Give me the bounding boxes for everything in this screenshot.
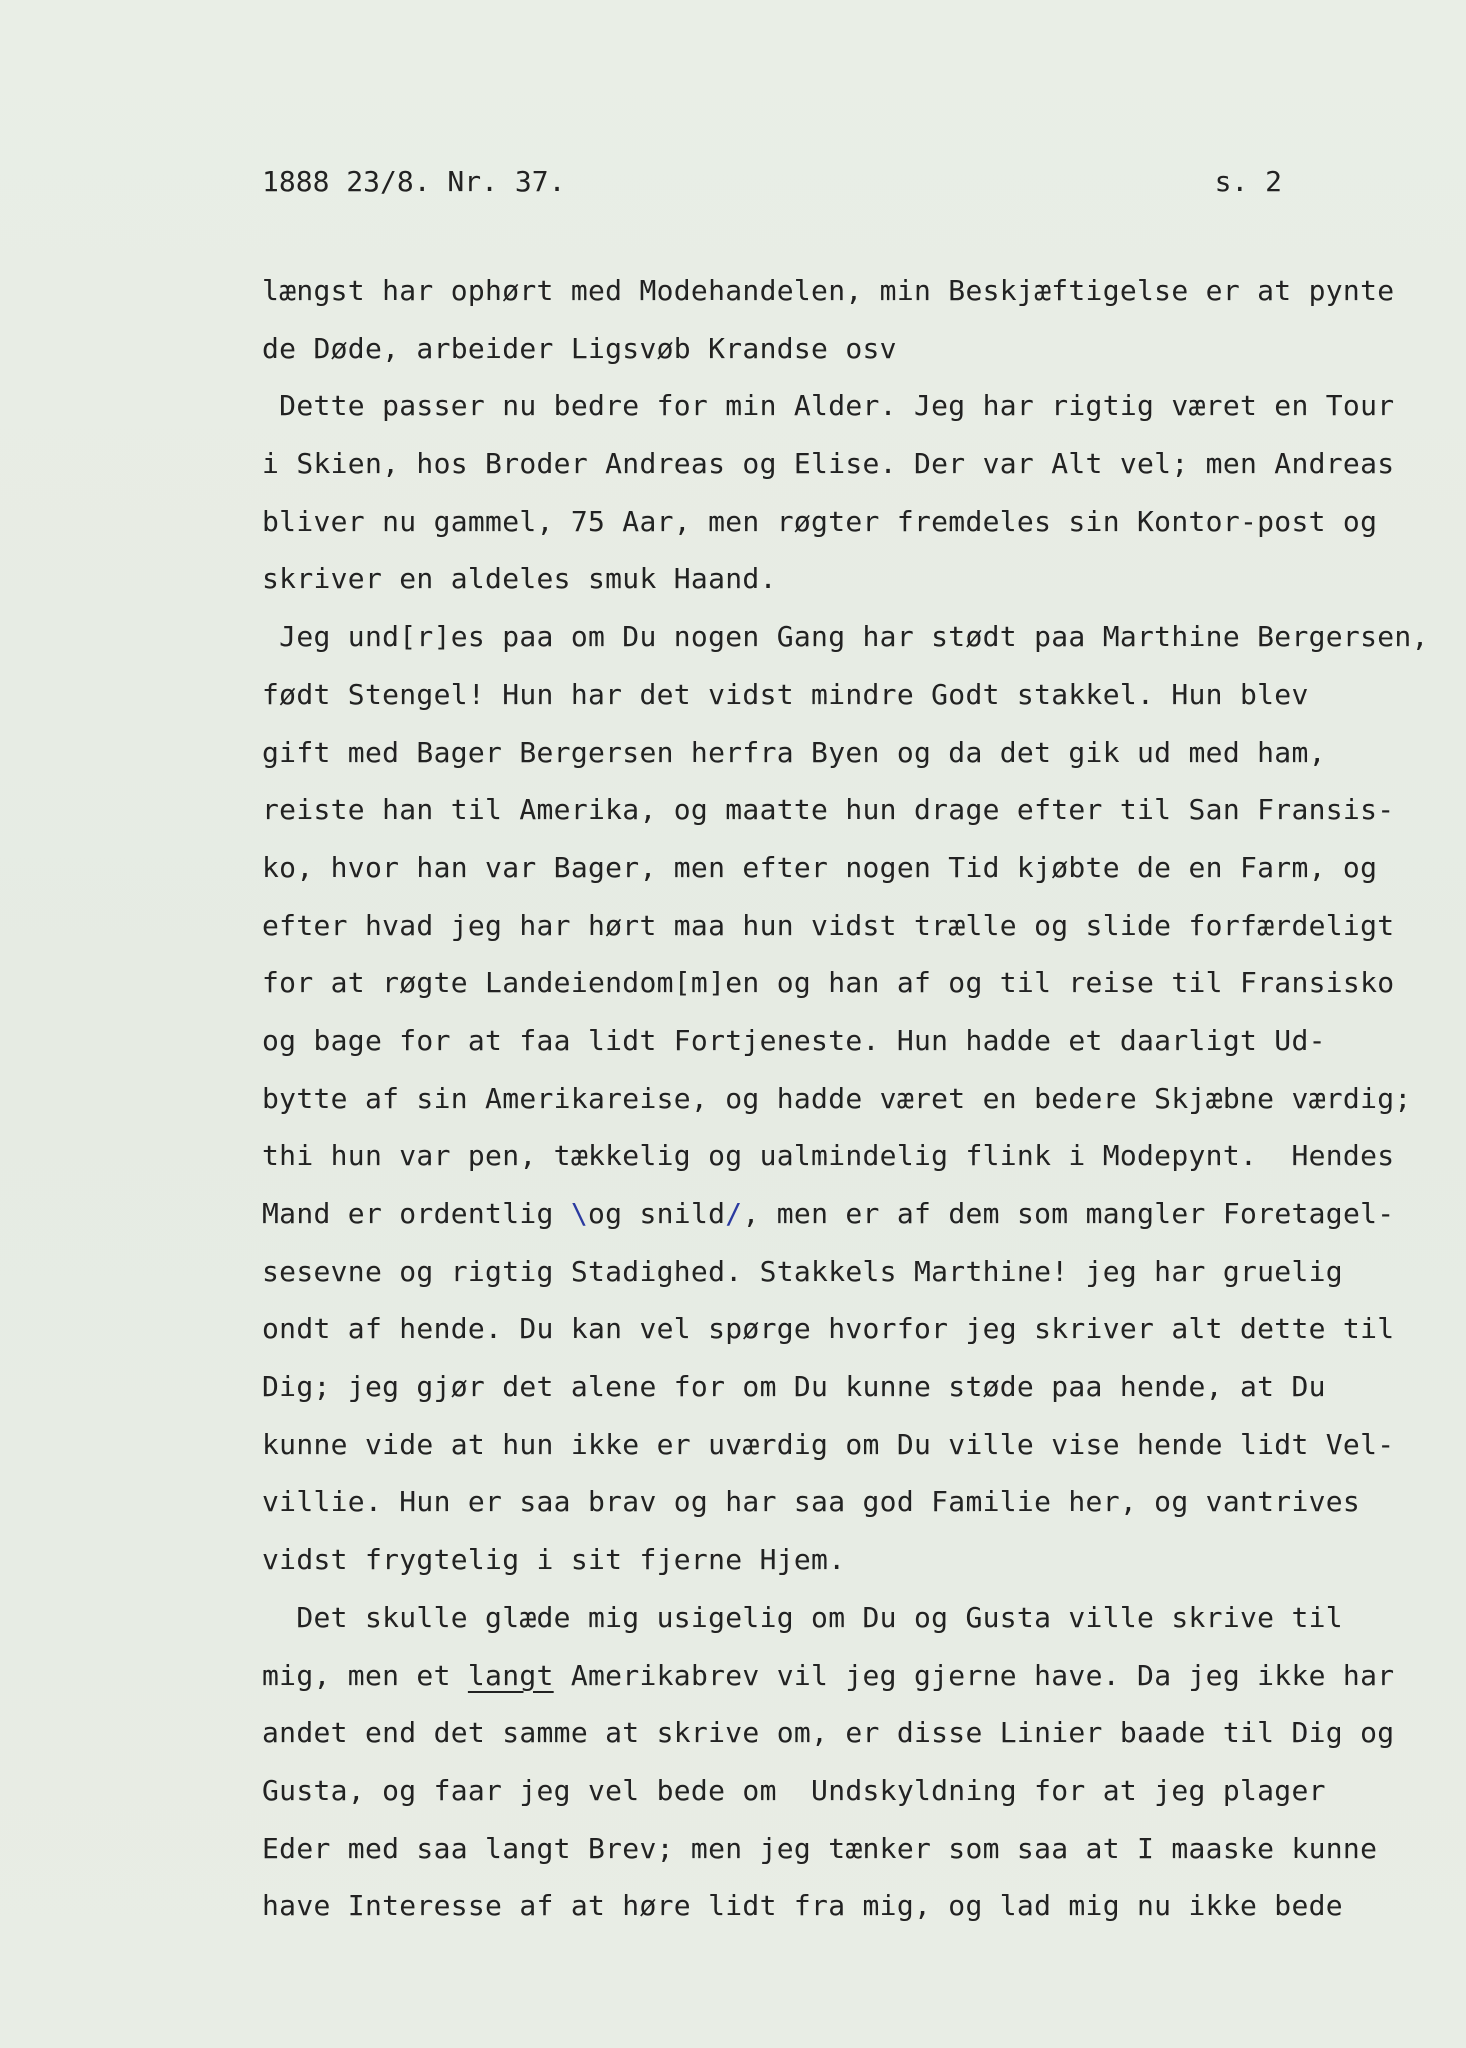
text-line: vidst frygtelig i sit fjerne Hjem.: [262, 1543, 846, 1577]
text-line: [262, 1647, 1442, 1705]
text-line: bliver nu gammel, 75 Aar, men røgter fremdeles sin Kontor-post og: [262, 504, 1378, 538]
text-line: kunne vide at hun ikke er uværdig om Du ville vise hende lidt Vel-: [262, 1427, 1395, 1461]
text-line: villie. Hun er saa brav og har saa god Familie her, og vantrives: [262, 1485, 1361, 1519]
text-segment: mig, men et: [262, 1658, 468, 1692]
text-line: længst har ophørt med Modehandelen, min Beskjæftigelse er at pynte: [262, 274, 1395, 307]
text-line: [262, 1185, 1442, 1243]
text-line: efter hvad jeg har hørt maa hun vidst trælle og slide forfærdeligt: [262, 908, 1395, 942]
text-segment: Mand er ordentlig: [262, 1197, 571, 1230]
text-line: andet end det samme at skrive om, er disse Linier baade til Dig og: [262, 1716, 1395, 1750]
text-line: for at røgte Landeiendom[m]en og han af og til reise til Fransisko: [262, 966, 1395, 1000]
text-line: og bage for at faa lidt Fortjeneste. Hun hadde et daarligt Ud-: [262, 1023, 1326, 1057]
text-segment: , men er af dem som mangler Foretagel-: [742, 1197, 1395, 1230]
underlined-word: langt: [467, 1658, 554, 1692]
text-segment: og snild: [588, 1197, 726, 1230]
text-line: Dig; jeg gjør det alene for om Du kunne støde paa hende, at Du: [262, 1370, 1326, 1404]
text-line: Det skulle glæde mig usigelig om Du og Gusta ville skrive til: [262, 1600, 1343, 1634]
text-line: reiste han til Amerika, og maatte hun drage efter til San Fransis-: [262, 793, 1395, 827]
insertion-mark-open: \: [570, 1197, 589, 1230]
text-line: sesevne og rigtig Stadighed. Stakkels Marthine! jeg har gruelig: [262, 1254, 1343, 1288]
text-line: gift med Bager Bergersen herfra Byen og da det gik ud med ham,: [262, 735, 1326, 769]
text-line: Gusta, og faar jeg vel bede om Undskyldning for at jeg plager: [262, 1773, 1326, 1807]
text-segment: Amerikabrev vil jeg gjerne have. Da jeg ikke har: [553, 1658, 1395, 1692]
text-line: have Interesse af at høre lidt fra mig, og lad mig nu ikke bede: [262, 1889, 1343, 1923]
text-line: ondt af hende. Du kan vel spørge hvorfor jeg skriver alt dette til: [262, 1312, 1395, 1346]
text-line: Jeg und[r]es paa om Du nogen Gang har stødt paa Marthine Bergersen,: [262, 620, 1429, 654]
letter-date-reference: 1888 23/8. Nr. 37.: [262, 165, 566, 198]
text-line: Dette passer nu bedre for min Alder. Jeg har rigtig været en Tour: [262, 389, 1395, 423]
text-line: Eder med saa langt Brev; men jeg tænker som saa at I maaske kunne: [262, 1831, 1378, 1865]
text-line: bytte af sin Amerikareise, og hadde været en bedere Skjæbne værdig;: [262, 1081, 1412, 1115]
text-line: de Døde, arbeider Ligsvøb Krandse osv: [262, 331, 897, 365]
text-line: i Skien, hos Broder Andreas og Elise. Der var Alt vel; men Andreas: [262, 447, 1395, 481]
page-number: s. 2: [1214, 165, 1282, 198]
text-line: født Stengel! Hun har det vidst mindre Godt stakkel. Hun blev: [262, 677, 1309, 711]
letter-body: [262, 262, 1442, 1935]
text-line: thi hun var pen, tækkelig og ualmindelig flink i Modepynt. Hendes: [262, 1139, 1395, 1173]
text-line: skriver en aldeles smuk Haand.: [262, 562, 777, 596]
page-header: [262, 162, 1282, 202]
insertion-mark-close: /: [725, 1197, 743, 1230]
text-line: ko, hvor han var Bager, men efter nogen Tid kjøbte de en Farm, og: [262, 850, 1378, 884]
